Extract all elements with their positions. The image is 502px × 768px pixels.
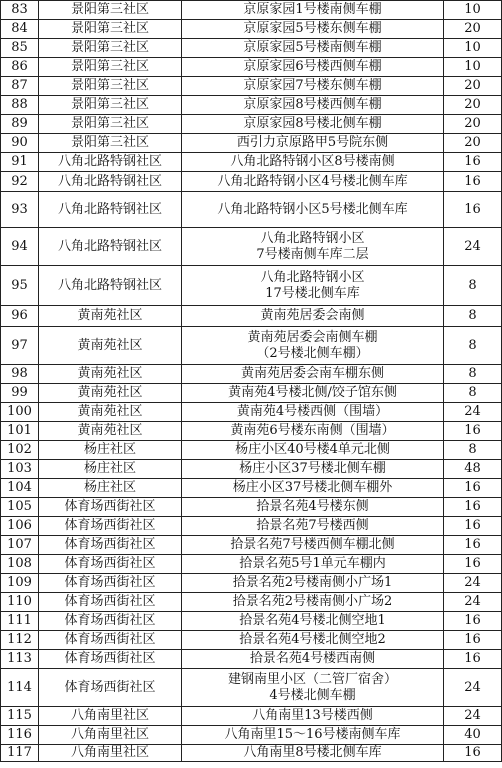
table-row (1, 365, 502, 384)
row-number: 100 (1, 403, 39, 422)
table-row (1, 726, 502, 745)
row-number: 85 (1, 39, 39, 58)
table-row (1, 20, 502, 39)
community-name: 体育场西街社区 (39, 498, 182, 517)
community-name: 黄南苑社区 (39, 403, 182, 422)
row-number: 87 (1, 77, 39, 96)
table-row (1, 517, 502, 536)
row-number: 109 (1, 574, 39, 593)
row-number: 103 (1, 460, 39, 479)
parking-location: 八角北路特钢小区5号楼北侧车库 (182, 192, 444, 228)
parking-location: 八角南里15～16号楼南侧车库 (182, 726, 444, 745)
parking-location: 杨庄小区37号楼北侧车棚外 (182, 479, 444, 498)
space-count: 16 (444, 153, 502, 172)
space-count: 24 (444, 228, 502, 266)
row-number: 112 (1, 631, 39, 650)
community-name: 八角南里社区 (39, 745, 182, 762)
table-row (1, 306, 502, 327)
space-count: 24 (444, 593, 502, 612)
row-number: 91 (1, 153, 39, 172)
parking-location: 拾景名苑4号楼东侧 (182, 498, 444, 517)
parking-location: 京原家园8号楼西侧车棚 (182, 96, 444, 115)
parking-location: 西引力京原路甲5号院东侧 (182, 134, 444, 153)
row-number: 105 (1, 498, 39, 517)
space-count: 16 (444, 650, 502, 669)
row-number: 93 (1, 192, 39, 228)
community-name: 体育场西街社区 (39, 612, 182, 631)
table-row (1, 422, 502, 441)
table-row (1, 479, 502, 498)
parking-location: 杨庄小区40号楼4单元北侧 (182, 441, 444, 460)
row-number: 107 (1, 536, 39, 555)
space-count: 8 (444, 327, 502, 365)
space-count: 10 (444, 58, 502, 77)
parking-location: 八角北路特钢小区8号楼南侧 (182, 153, 444, 172)
table-row (1, 153, 502, 172)
space-count: 20 (444, 96, 502, 115)
space-count: 10 (444, 1, 502, 20)
parking-location: 杨庄小区37号楼北侧车棚 (182, 460, 444, 479)
parking-location: 拾景名苑4号楼北侧空地1 (182, 612, 444, 631)
community-name: 景阳第三社区 (39, 77, 182, 96)
table-row (1, 1, 502, 20)
parking-location: 拾景名苑4号楼北侧空地2 (182, 631, 444, 650)
table-row (1, 745, 502, 762)
row-number: 106 (1, 517, 39, 536)
community-name: 体育场西街社区 (39, 631, 182, 650)
table-row (1, 39, 502, 58)
community-name: 黄南苑社区 (39, 365, 182, 384)
parking-location: 黄南苑居委会南车棚东侧 (182, 365, 444, 384)
community-name: 体育场西街社区 (39, 669, 182, 707)
space-count: 16 (444, 192, 502, 228)
parking-location: 黄南苑4号楼西侧（围墙） (182, 403, 444, 422)
row-number: 99 (1, 384, 39, 403)
parking-location: 拾景名苑5号1单元车棚内 (182, 555, 444, 574)
space-count: 16 (444, 612, 502, 631)
parking-location: 京原家园5号楼东侧车棚 (182, 20, 444, 39)
community-name: 八角北路特钢社区 (39, 192, 182, 228)
row-number: 95 (1, 266, 39, 306)
table-row (1, 115, 502, 134)
space-count: 20 (444, 134, 502, 153)
space-count: 16 (444, 517, 502, 536)
parking-location: 八角北路特钢小区4号楼北侧车库 (182, 172, 444, 192)
table-row (1, 593, 502, 612)
space-count: 16 (444, 172, 502, 192)
community-name: 八角南里社区 (39, 726, 182, 745)
space-count: 8 (444, 365, 502, 384)
table-row (1, 707, 502, 726)
community-name: 景阳第三社区 (39, 96, 182, 115)
space-count: 8 (444, 441, 502, 460)
space-count: 20 (444, 77, 502, 96)
community-name: 八角北路特钢社区 (39, 266, 182, 306)
space-count: 40 (444, 726, 502, 745)
parking-location: 拾景名苑2号楼南侧小广场2 (182, 593, 444, 612)
table-row (1, 631, 502, 650)
table-row (1, 192, 502, 228)
space-count: 16 (444, 498, 502, 517)
community-name: 八角北路特钢社区 (39, 228, 182, 266)
parking-location: 黄南苑居委会南侧车棚 （2号楼北侧车棚） (182, 327, 444, 365)
row-number: 108 (1, 555, 39, 574)
community-name: 景阳第三社区 (39, 20, 182, 39)
table-body (1, 1, 502, 762)
space-count: 24 (444, 669, 502, 707)
space-count: 8 (444, 384, 502, 403)
parking-location: 京原家园6号楼西侧车棚 (182, 58, 444, 77)
row-number: 114 (1, 669, 39, 707)
community-name: 杨庄社区 (39, 479, 182, 498)
table-row (1, 498, 502, 517)
space-count: 24 (444, 707, 502, 726)
community-name: 八角南里社区 (39, 707, 182, 726)
parking-location: 黄南苑居委会南侧 (182, 306, 444, 327)
parking-location: 拾景名苑7号楼西侧车棚北侧 (182, 536, 444, 555)
parking-location: 黄南苑4号楼北侧/饺子馆东侧 (182, 384, 444, 403)
community-name: 景阳第三社区 (39, 58, 182, 77)
parking-location: 京原家园8号楼北侧车棚 (182, 115, 444, 134)
row-number: 84 (1, 20, 39, 39)
space-count: 48 (444, 460, 502, 479)
row-number: 110 (1, 593, 39, 612)
community-name: 体育场西街社区 (39, 593, 182, 612)
community-name: 体育场西街社区 (39, 574, 182, 593)
community-name: 杨庄社区 (39, 460, 182, 479)
row-number: 104 (1, 479, 39, 498)
parking-location: 拾景名苑2号楼南侧小广场1 (182, 574, 444, 593)
row-number: 115 (1, 707, 39, 726)
community-name: 黄南苑社区 (39, 422, 182, 441)
space-count: 8 (444, 266, 502, 306)
table-row (1, 134, 502, 153)
space-count: 16 (444, 479, 502, 498)
table-row (1, 536, 502, 555)
row-number: 98 (1, 365, 39, 384)
parking-location: 京原家园5号楼南侧车棚 (182, 39, 444, 58)
space-count: 16 (444, 555, 502, 574)
community-name: 八角北路特钢社区 (39, 172, 182, 192)
community-name: 体育场西街社区 (39, 555, 182, 574)
community-name: 体育场西街社区 (39, 650, 182, 669)
row-number: 111 (1, 612, 39, 631)
row-number: 92 (1, 172, 39, 192)
row-number: 102 (1, 441, 39, 460)
parking-location: 八角南里8号楼北侧车库 (182, 745, 444, 762)
table-row (1, 669, 502, 707)
parking-location: 八角北路特钢小区 17号楼北侧车库 (182, 266, 444, 306)
row-number: 113 (1, 650, 39, 669)
table-row (1, 327, 502, 365)
parking-location: 黄南苑6号楼东南侧（围墙） (182, 422, 444, 441)
row-number: 96 (1, 306, 39, 327)
community-name: 黄南苑社区 (39, 384, 182, 403)
space-count: 20 (444, 115, 502, 134)
parking-location: 建钢南里小区（二管厂宿舍） 4号楼北侧车棚 (182, 669, 444, 707)
space-count: 16 (444, 422, 502, 441)
community-name: 体育场西街社区 (39, 536, 182, 555)
row-number: 117 (1, 745, 39, 762)
table-row (1, 555, 502, 574)
space-count: 8 (444, 306, 502, 327)
table-row (1, 172, 502, 192)
table-row (1, 460, 502, 479)
table-row (1, 612, 502, 631)
table-row (1, 441, 502, 460)
space-count: 16 (444, 536, 502, 555)
community-name: 杨庄社区 (39, 441, 182, 460)
space-count: 20 (444, 20, 502, 39)
row-number: 90 (1, 134, 39, 153)
space-count: 24 (444, 574, 502, 593)
parking-location: 八角南里13号楼西侧 (182, 707, 444, 726)
row-number: 88 (1, 96, 39, 115)
space-count: 10 (444, 39, 502, 58)
parking-location: 拾景名苑4号楼西南侧 (182, 650, 444, 669)
table-row (1, 96, 502, 115)
community-name: 景阳第三社区 (39, 39, 182, 58)
row-number: 89 (1, 115, 39, 134)
space-count: 24 (444, 403, 502, 422)
row-number: 101 (1, 422, 39, 441)
table-row (1, 228, 502, 266)
community-name: 黄南苑社区 (39, 327, 182, 365)
row-number: 86 (1, 58, 39, 77)
table-row (1, 58, 502, 77)
community-name: 景阳第三社区 (39, 1, 182, 20)
space-count: 16 (444, 745, 502, 762)
table-row (1, 384, 502, 403)
community-name: 八角北路特钢社区 (39, 153, 182, 172)
row-number: 83 (1, 1, 39, 20)
table-row (1, 650, 502, 669)
parking-location: 京原家园7号楼东侧车棚 (182, 77, 444, 96)
row-number: 97 (1, 327, 39, 365)
community-name: 景阳第三社区 (39, 115, 182, 134)
space-count: 16 (444, 631, 502, 650)
table-row (1, 574, 502, 593)
community-name: 体育场西街社区 (39, 517, 182, 536)
row-number: 94 (1, 228, 39, 266)
community-name: 景阳第三社区 (39, 134, 182, 153)
table-row (1, 403, 502, 422)
parking-location: 拾景名苑7号楼西侧 (182, 517, 444, 536)
parking-location: 京原家园1号楼南侧车棚 (182, 1, 444, 20)
parking-location: 八角北路特钢小区 7号楼南侧车库二层 (182, 228, 444, 266)
table-row (1, 77, 502, 96)
table-row (1, 266, 502, 306)
row-number: 116 (1, 726, 39, 745)
community-name: 黄南苑社区 (39, 306, 182, 327)
